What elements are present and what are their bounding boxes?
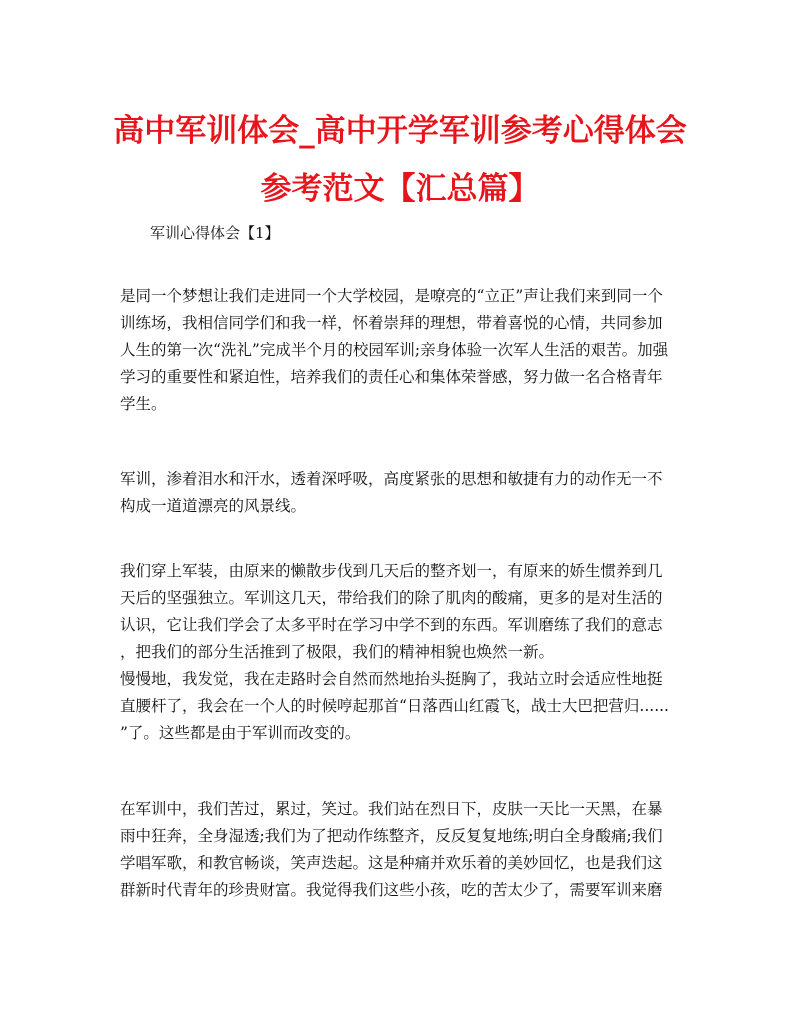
paragraph-line: 群新时代青年的珍贵财富。我觉得我们这些小孩，吃的苦太少了，需要军训来磨 <box>120 881 663 899</box>
document-title-line-2: 参考范文【汇总篇】 <box>260 171 540 207</box>
paragraph-line: ”了。这些都是由于军训而改变的。 <box>120 724 361 742</box>
paragraph-line: 构成一道道漂亮的风景线。 <box>120 497 307 515</box>
paragraph-line: 学生。 <box>120 395 167 413</box>
paragraph-line: 军训，渗着泪水和汗水，透着深呼吸，高度紧张的思想和敏捷有力的动作无一不 <box>120 470 663 488</box>
section-heading: 军训心得体会【1】 <box>150 224 280 242</box>
paragraph-line: 是同一个梦想让我们走进同一个大学校园，是嘹亮的“立正”声让我们来到同一个 <box>120 287 663 305</box>
paragraph-line: 天后的坚强独立。军训这几天，带给我们的除了肌肉的酸痛，更多的是对生活的 <box>120 589 663 607</box>
paragraph-line: 认识，它让我们学会了太多平时在学习中学不到的东西。军训磨练了我们的意志 <box>120 616 663 634</box>
paragraph-line: ，把我们的部分生活推到了极限，我们的精神相貌也焕然一新。 <box>120 643 555 661</box>
paragraph-3 <box>120 558 680 747</box>
paragraph-line: 学习的重要性和紧迫性，培养我们的责任心和集体荣誉感，努力做一名合格青年 <box>120 368 663 386</box>
paragraph-line: 慢慢地，我发觉，我在走路时会自然而然地抬头挺胸了，我站立时会适应性地挺 <box>120 670 663 688</box>
paragraph-line: 学唱军歌，和教官畅谈，笑声迭起。这是种痛并欢乐着的美妙回忆，也是我们这 <box>120 854 663 872</box>
document-title-line-1: 高中军训体会_高中开学军训参考心得体会 <box>113 113 687 149</box>
paragraph-line: 在军训中，我们苦过，累过，笑过。我们站在烈日下，皮肤一天比一天黑，在暴 <box>120 800 663 818</box>
paragraph-line: 我们穿上军装，由原来的懒散步伐到几天后的整齐划一，有原来的娇生惯养到几 <box>120 562 663 580</box>
paragraph-line: 人生的第一次“洗礼”完成半个月的校园军训;亲身体验一次军人生活的艰苦。加强 <box>120 341 669 359</box>
paragraph-4 <box>120 796 680 904</box>
paragraph-line: 直腰杆了，我会在一个人的时候哼起那首“日落西山红霞飞，战士大巴把营归...... <box>120 697 669 715</box>
paragraph-line: 训练场，我相信同学们和我一样，怀着崇拜的理想，带着喜悦的心情，共同参加 <box>120 314 663 332</box>
paragraph-line: 雨中狂奔，全身湿透;我们为了把动作练整齐，反反复复地练;明白全身酸痛;我们 <box>120 827 663 845</box>
paragraph-2 <box>120 466 680 520</box>
paragraph-1 <box>120 283 680 418</box>
